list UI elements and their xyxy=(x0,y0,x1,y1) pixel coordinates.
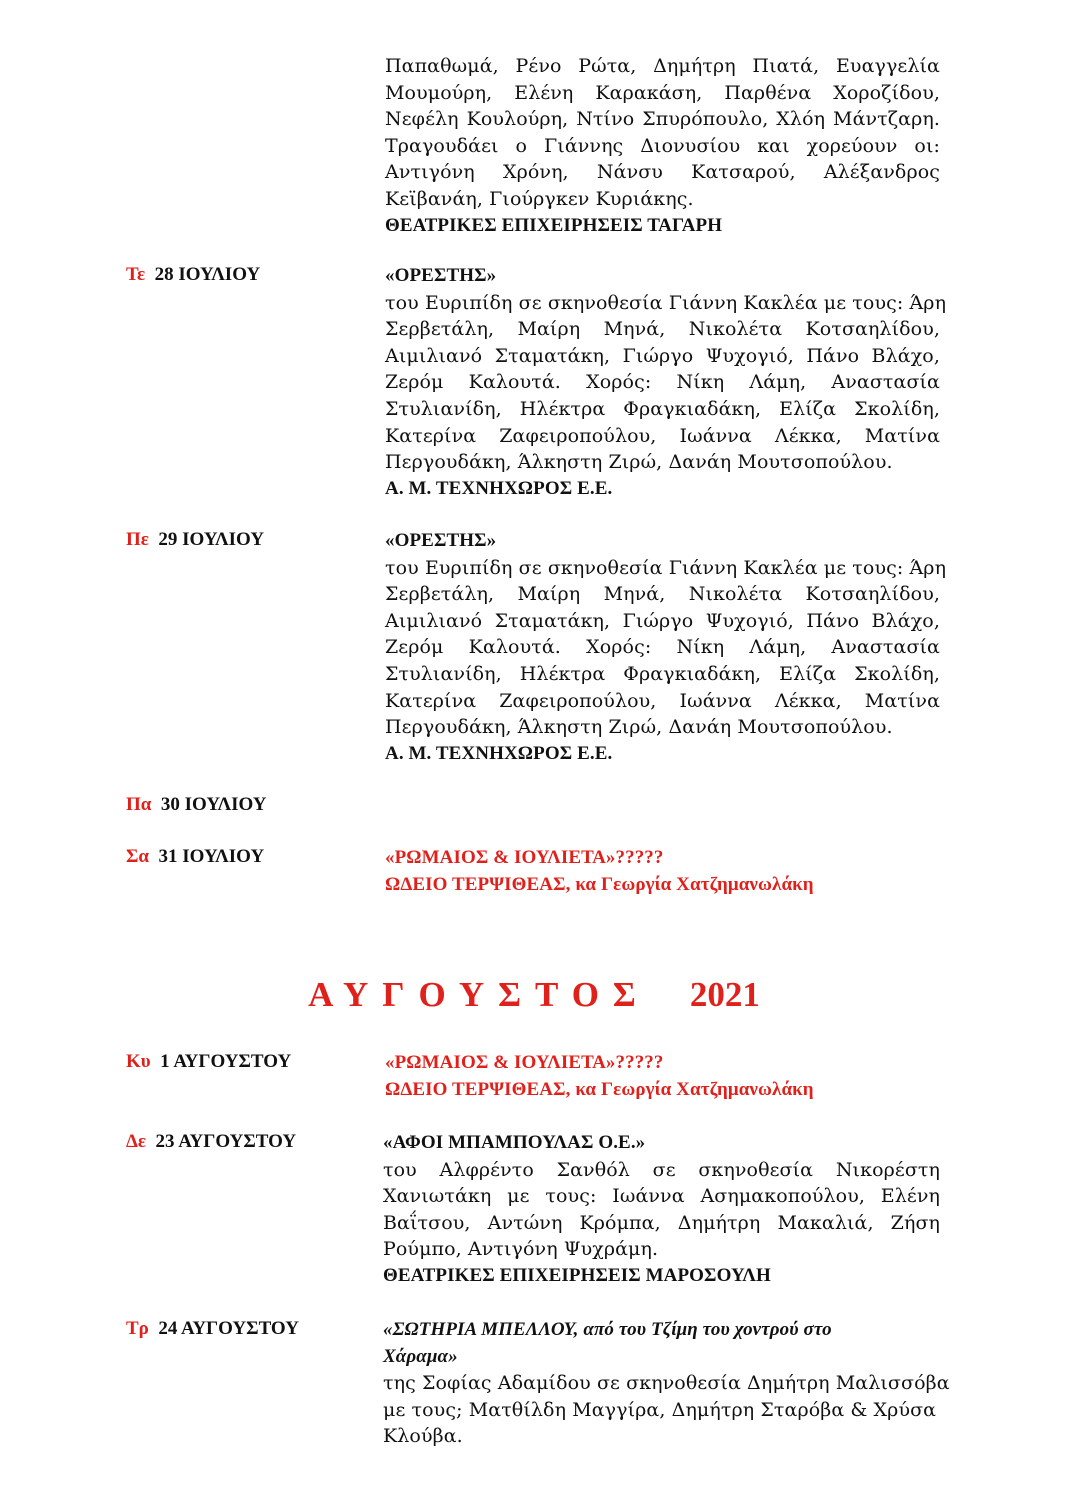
credits-line: Χανιωτάκη με τους: Ιωάννα Ασημακοπούλου, Ελένη xyxy=(383,1185,940,1208)
credits-line: Κατερίνα Ζαφειροπούλου, Ιωάννα Λέκκα, Ματίνα xyxy=(385,424,940,447)
date-label xyxy=(126,529,264,551)
credits-line: του Ευριπίδη σε σκηνοθεσία Γιάννη Κακλέα με τους: Άρη xyxy=(385,291,947,314)
venue-name: ΩΔΕΙΟ ΤΕΡΨΙΘΕΑΣ, κα Γεωργία Χατζημανωλάκη xyxy=(385,1078,814,1100)
intro-block xyxy=(385,53,940,239)
company-name: Α. Μ. ΤΕΧΝΗΧΩΡΟΣ Ε.Ε. xyxy=(385,477,613,499)
weekday: Πα xyxy=(126,794,152,815)
date-label xyxy=(126,264,260,286)
entry-block xyxy=(385,845,940,898)
company-name: ΘΕΑΤΡΙΚΕΣ ΕΠΙΧΕΙΡΗΣΕΙΣ ΜΑΡΟΣΟΥΛΗ xyxy=(383,1264,771,1286)
intro-line: Μουμούρη, Ελένη Καρακάση, Παρθένα Χοροζίδου, xyxy=(385,81,940,104)
entry-block xyxy=(385,1050,940,1103)
weekday: Πε xyxy=(126,529,149,550)
date: 30 ΙΟΥΛΙΟΥ xyxy=(160,794,267,815)
venue-name: ΩΔΕΙΟ ΤΕΡΨΙΘΕΑΣ, κα Γεωργία Χατζημανωλάκη xyxy=(385,873,814,895)
date-label xyxy=(126,846,264,868)
weekday: Δε xyxy=(126,1131,147,1152)
credits-line: Στυλιανίδη, Ηλέκτρα Φραγκιαδάκη, Ελίζα Σκολίδη, xyxy=(385,662,940,685)
entry-block xyxy=(385,528,947,767)
date: 29 ΙΟΥΛΙΟΥ xyxy=(158,529,265,550)
play-title: «ΣΩΤΗΡΙΑ ΜΠΕΛΛΟΥ, από του Τζίμη του χοντρού στο xyxy=(383,1319,832,1340)
year: 2021 xyxy=(689,975,760,1014)
credits-line: Σερβετάλη, Μαίρη Μηνά, Νικολέτα Κοτσαηλίδου, xyxy=(385,583,940,606)
entry-block xyxy=(383,1317,950,1450)
date-label xyxy=(126,1051,291,1073)
date: 28 ΙΟΥΛΙΟΥ xyxy=(154,264,261,285)
play-title: «ΡΩΜΑΙΟΣ & ΙΟΥΛΙΕΤΑ»????? xyxy=(385,1052,664,1073)
credits-line: Σερβετάλη, Μαίρη Μηνά, Νικολέτα Κοτσαηλίδου, xyxy=(385,318,940,341)
month-heading xyxy=(0,975,1068,1015)
credits-line: Κλούβα. xyxy=(383,1425,463,1448)
credits-line: του Ευριπίδη σε σκηνοθεσία Γιάννη Κακλέα με τους: Άρη xyxy=(385,556,947,579)
credits-line: Βαΐτσου, Αντώνη Κρόμπα, Δημήτρη Μακαλιά, Ζήση xyxy=(383,1211,940,1234)
weekday: Κυ xyxy=(126,1051,151,1072)
credits-line: Ρούμπο, Αντιγόνη Ψυχράμη. xyxy=(383,1238,659,1261)
play-title: «ΑΦΟΙ ΜΠΑΜΠΟΥΛΑΣ Ο.Ε.» xyxy=(383,1132,646,1153)
date-label xyxy=(126,794,267,816)
date-label xyxy=(126,1131,296,1153)
play-title: «ΟΡΕΣΤΗΣ» xyxy=(385,265,497,286)
credits-line: Στυλιανίδη, Ηλέκτρα Φραγκιαδάκη, Ελίζα Σκολίδη, xyxy=(385,397,940,420)
credits-line: Περγουδάκη, Άλκηστη Ζιρώ, Δανάη Μουτσοπούλου. xyxy=(385,716,893,739)
credits-line: της Σοφίας Αδαμίδου σε σκηνοθεσία Δημήτρη Μαλισσόβα xyxy=(383,1372,950,1395)
credits-line: με τους; Ματθίλδη Μαγγίρα, Δημήτρη Σταρόβα & Χρύσα xyxy=(383,1398,937,1421)
weekday: Σα xyxy=(126,846,150,867)
entry-block xyxy=(383,1130,940,1290)
entry-block xyxy=(385,263,947,502)
intro-line: Νεφέλη Κουλούρη, Ντίνο Σπυρόπουλο, Χλόη Μάντζαρη. xyxy=(385,108,940,131)
intro-line: Αντιγόνη Χρόνη, Νάνσυ Κατσαρού, Αλέξανδρος xyxy=(385,161,940,184)
credits-line: Αιμιλιανό Σταματάκη, Γιώργο Ψυχογιό, Πάνο Βλάχο, xyxy=(385,609,940,632)
credits-line: Ζερόμ Καλουτά. Χορός: Νίκη Λάμη, Αναστασία xyxy=(385,371,940,394)
company-name: ΘΕΑΤΡΙΚΕΣ ΕΠΙΧΕΙΡΗΣΕΙΣ ΤΑΓΑΡΗ xyxy=(385,214,723,236)
date: 31 ΙΟΥΛΙΟΥ xyxy=(158,846,265,867)
intro-line: Κεϊβανάη, Γιούργκεν Κυριάκης. xyxy=(385,187,694,210)
credits-line: Ζερόμ Καλουτά. Χορός: Νίκη Λάμη, Αναστασία xyxy=(385,636,940,659)
date-label xyxy=(126,1318,299,1340)
intro-line: Παπαθωμά, Ρένο Ρώτα, Δημήτρη Πιατά, Ευαγγελία xyxy=(385,55,940,77)
weekday: Τε xyxy=(126,264,146,285)
date: 23 ΑΥΓΟΥΣΤΟΥ xyxy=(155,1131,297,1152)
weekday: Τρ xyxy=(126,1318,149,1339)
play-title: Χάραμα» xyxy=(383,1345,458,1367)
credits-line: του Αλφρέντο Σανθόλ σε σκηνοθεσία Νικορέστη xyxy=(383,1158,940,1181)
play-title: «ΡΩΜΑΙΟΣ & ΙΟΥΛΙΕΤΑ»????? xyxy=(385,847,664,868)
company-name: Α. Μ. ΤΕΧΝΗΧΩΡΟΣ Ε.Ε. xyxy=(385,742,613,764)
credits-line: Περγουδάκη, Άλκηστη Ζιρώ, Δανάη Μουτσοπούλου. xyxy=(385,451,893,474)
intro-line: Τραγουδάει ο Γιάννης Διονυσίου και χορεύουν οι: xyxy=(385,134,940,157)
play-title: «ΟΡΕΣΤΗΣ» xyxy=(385,530,497,551)
date: 24 ΑΥΓΟΥΣΤΟΥ xyxy=(158,1318,299,1339)
credits-line: Αιμιλιανό Σταματάκη, Γιώργο Ψυχογιό, Πάνο Βλάχο, xyxy=(385,344,940,367)
credits-line: Κατερίνα Ζαφειροπούλου, Ιωάννα Λέκκα, Ματίνα xyxy=(385,689,940,712)
month-name: ΑΥΓΟΥΣΤΟΣ xyxy=(308,975,650,1014)
date: 1 ΑΥΓΟΥΣΤΟΥ xyxy=(160,1051,292,1072)
